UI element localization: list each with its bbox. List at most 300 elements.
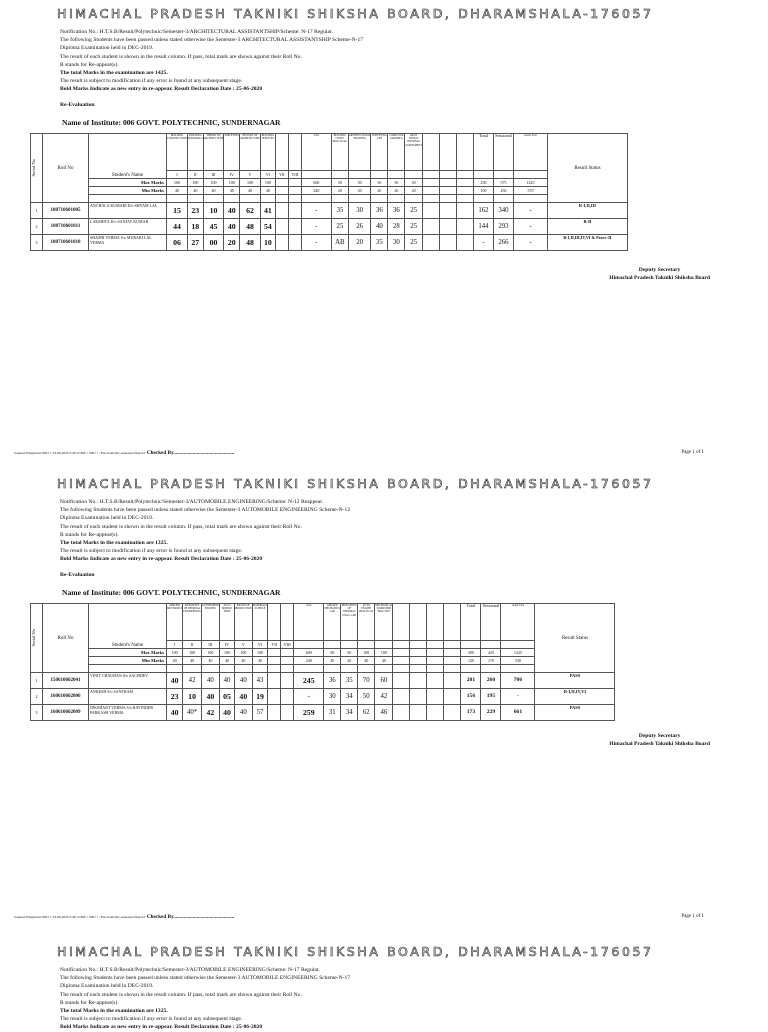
blank-cell [268, 673, 281, 689]
prac-cell: 30 [348, 203, 371, 219]
notification-notes [60, 28, 620, 94]
blank-cell [268, 649, 281, 657]
result-table [30, 133, 628, 251]
note-line: Bold Marks Indicate as new entry in re-appear. Result Declaration Date : 25-06-2020 [60, 86, 263, 93]
blank-cell [358, 665, 375, 673]
blank-cell [294, 641, 324, 649]
note-line: Notification No.: H.T.S.B/Result/Polytechnic/Semester-3/AUTOMOBILE ENGINEERING/Scheme: N-17 Regular. [60, 967, 320, 973]
blank-cell [288, 187, 301, 195]
prac-cell: 46 [375, 705, 393, 721]
note-line: R stands for Re-appear(s). [60, 61, 119, 68]
roll-cell: 160610602006 [43, 689, 89, 705]
blank-cell [461, 665, 481, 673]
prac-cell: 25 [405, 235, 423, 251]
mark-cell: 43 [252, 673, 268, 689]
blank-cell [324, 641, 341, 649]
blank-cell [375, 641, 393, 649]
total-cell: 162 [473, 203, 493, 219]
max-mark: 1425 [513, 179, 547, 187]
result-status-cell: R-I,II,III [547, 203, 627, 219]
note-line: Diploma Examination held in DEC-2019. [60, 515, 154, 522]
subject-header: THEORY OF ARCHITECTURE [203, 134, 224, 171]
mark-cell: 23 [167, 689, 183, 705]
table-row [31, 673, 615, 689]
min-mark: 100 [473, 187, 493, 195]
signature-block [609, 266, 710, 282]
note-line: Notification No.: H.T.S.B/Result/Polytechnic/Semester-3/ARCHITECTURAL ASSISTANTSHIP/Scheme: N-17 Regular. [60, 29, 333, 35]
subject-header: AUTO MOBILE SHOP [219, 604, 234, 641]
practical-header: SURVEYING LAB [371, 134, 388, 171]
blank-cell [348, 195, 371, 203]
blank-cell [439, 219, 456, 235]
roman-numeral: I [167, 171, 188, 179]
blank-cell [410, 673, 427, 689]
board-signature: Himachal Pradesh Takniki Shiksha Board [609, 741, 710, 747]
roman-numeral: VI [252, 641, 268, 649]
mark-cell: 00 [203, 235, 224, 251]
prac-cell: 36 [371, 203, 388, 219]
note-line: The total Marks in the examination are 1325. [60, 1008, 168, 1015]
roman-numeral: I [167, 641, 183, 649]
total-header: Total [473, 134, 493, 171]
grand-total-cell: - [513, 203, 547, 219]
blank-cell [268, 705, 281, 721]
blank-cell [288, 235, 301, 251]
min-mark: 40 [240, 187, 261, 195]
note-line: The total Marks in the examination are 1425. [60, 70, 168, 77]
roll-cell: 180710601018 [43, 235, 89, 251]
mark-cell: 40 [201, 673, 219, 689]
min-mark: 40 [260, 187, 275, 195]
mark-cell: 48 [240, 219, 261, 235]
theory-total-cell: - [301, 235, 331, 251]
min-mark: 40 [219, 657, 234, 665]
blank-cell [281, 673, 294, 689]
practical-header: BUILDING CONST. PRACTICAL [331, 134, 348, 171]
result-sheet-automobile-n12 [0, 470, 768, 940]
result-status-header: Result Status [535, 604, 615, 673]
blank-cell [439, 187, 456, 195]
blank-cell [405, 195, 423, 203]
page-number: Page 1 of 1 [681, 450, 704, 455]
blank-cell [301, 195, 331, 203]
blank-cell [427, 689, 444, 705]
theory-total-cell: 245 [294, 673, 324, 689]
deputy-secretary: Deputy Secretary [638, 267, 681, 273]
max-mark: 100 [167, 649, 183, 657]
name-cell: ANCHALA KUMARI D/o SHYAM LAL [89, 203, 167, 219]
blank-cell [275, 219, 288, 235]
blank-cell [410, 665, 427, 673]
theory-total-cell: - [301, 203, 331, 219]
blank-cell [268, 657, 281, 665]
mark-cell: 40 [234, 673, 252, 689]
mark-cell: 41 [260, 203, 275, 219]
footer-generated: Gajanan Enterprises 0001 > 24-06-2020 2:45:52 PM > 0001 > "Electronically Generated Report" [14, 451, 147, 455]
result-sheet-architectural [0, 0, 768, 470]
blank-cell [439, 203, 456, 219]
note-line: R stands for Re-appear(s). [60, 531, 119, 538]
roman-numeral: VIII [288, 171, 301, 179]
blank-cell [275, 203, 288, 219]
sessional-cell: 340 [493, 203, 513, 219]
blank-cell [422, 235, 439, 251]
note-line: Notification No.: H.T.S.B/Result/Polytechnic/Semester-3/AUTOMOBILE ENGINEERING/Scheme: N-12 Reappear. [60, 499, 324, 505]
subject-header: APPLIED MECHANICS [167, 604, 183, 641]
subject-header-empty [281, 604, 294, 641]
prac-cell: 26 [348, 219, 371, 235]
roman-numeral: VI [260, 171, 275, 179]
blank-cell [444, 657, 461, 665]
blank-cell [444, 665, 461, 673]
max-mark: 50 [324, 649, 341, 657]
blank-cell [439, 195, 456, 203]
practical-header: ARCH. DESIGN INTERNAL ASSESSMENT [405, 134, 423, 171]
blank-cell [393, 705, 410, 721]
mark-cell: 44 [167, 219, 188, 235]
total-cell: - [473, 235, 493, 251]
max-mark: 600 [294, 649, 324, 657]
blank-cell [410, 689, 427, 705]
mark-cell: 20 [224, 235, 240, 251]
blank-cell [288, 203, 301, 219]
note-line: R stands for Re-appear(s). [60, 999, 119, 1006]
note-line: The total Marks in the examination are 1325. [60, 540, 168, 547]
note-line: The result of each student is shown in the result column. If pass, total mark are shown against their Roll No. [60, 53, 302, 60]
total-cell: 201 [461, 673, 481, 689]
blank-cell [456, 171, 473, 179]
serial-no-header: Serial No [31, 134, 43, 203]
sessional-cell: 229 [481, 705, 501, 721]
blank-cell [481, 665, 501, 673]
subject-header-empty [288, 134, 301, 171]
blank-cell [501, 641, 535, 649]
serial-cell: 1 [31, 203, 43, 219]
blank-cell [422, 179, 439, 187]
note-line: Diploma Examination held in DEC-2019. [60, 45, 154, 52]
subject-header: SURVEYING [224, 134, 240, 171]
min-mark: 240 [294, 657, 324, 665]
max-mark: 250 [473, 179, 493, 187]
checked-by: Checked By............................................... [146, 914, 235, 920]
min-mark: 20 [388, 187, 405, 195]
practical-header-empty [422, 134, 439, 171]
max-mark: 100 [188, 179, 204, 187]
blank-cell [444, 673, 461, 689]
result-status-header: Result Status [547, 134, 627, 203]
subject-header-empty [275, 134, 288, 171]
note-line: Bold Marks Indicate as new entry in re-appear. Result Declaration Date : 25-06-2020 [60, 1024, 263, 1031]
prac-cell: 25 [331, 219, 348, 235]
theory-total-cell: 259 [294, 705, 324, 721]
practical-header-empty [393, 604, 410, 641]
institute-name: Name of Institute: 006 GOVT. POLYTECHNIC, SUNDERNAGAR [62, 588, 281, 597]
result-sheet-automobile-n17 [0, 938, 768, 1031]
max-mark: 100 [358, 649, 375, 657]
blank-cell [410, 649, 427, 657]
blank-cell [324, 665, 341, 673]
max-mark: 600 [301, 179, 331, 187]
note-line: Bold Marks Indicate as new entry in re-appear. Result Declaration Date : 25-06-2020 [60, 556, 263, 563]
blank-cell [275, 179, 288, 187]
min-mark: 230 [493, 187, 513, 195]
max-mark: 100 [240, 179, 261, 187]
practical-header: PRINCIPLES OF THERMAL ENGG. LAB [341, 604, 358, 641]
deputy-secretary: Deputy Secretary [638, 733, 681, 739]
mark-cell: 48 [240, 235, 261, 251]
sessional-header: Sessional [481, 604, 501, 641]
min-mark: 530 [501, 657, 535, 665]
max-mark: 50 [388, 179, 405, 187]
roll-cell: 160610602009 [43, 705, 89, 721]
serial-cell: 1 [31, 673, 43, 689]
blank-cell [422, 219, 439, 235]
notification-notes [60, 498, 620, 564]
min-mark: 20 [324, 657, 341, 665]
blank-cell [410, 657, 427, 665]
subject-header: PRINCIPLES OF THERMAL ENGINEERING [183, 604, 202, 641]
min-mark: 40 [167, 657, 183, 665]
mark-cell: 40 [219, 673, 234, 689]
subject-header: BASICS OF PRODUCTION [234, 604, 252, 641]
roman-numeral: VII [275, 171, 288, 179]
prac-cell: 35 [341, 673, 358, 689]
blank-cell [427, 705, 444, 721]
prac-cell: 30 [324, 689, 341, 705]
max-mark: 100 [167, 179, 188, 187]
max-mark: 50 [341, 649, 358, 657]
board-title: HIMACHAL PRADESH TAKNIKI SHIKSHA BOARD, DHARAMSHALA-176057 [57, 6, 654, 21]
min-mark: 240 [301, 187, 331, 195]
blank-cell [456, 187, 473, 195]
blank-cell [444, 641, 461, 649]
blank-cell [268, 665, 281, 673]
blank-cell [281, 657, 294, 665]
notification-notes [60, 966, 620, 1032]
max-mark: 100 [252, 649, 268, 657]
blank-cell [275, 187, 288, 195]
min-mark: 40 [234, 657, 252, 665]
blank-cell [183, 665, 202, 673]
blank-cell [456, 179, 473, 187]
blank-cell [493, 195, 513, 203]
practical-header: ARCHITECTURAL DRAWING [348, 134, 371, 171]
total-header: Total [461, 604, 481, 641]
blank-cell [427, 641, 444, 649]
roman-numeral: II [188, 171, 204, 179]
roll-no-header: Roll No [43, 134, 89, 203]
blank-cell [456, 195, 473, 203]
serial-no-header: Serial No [31, 604, 43, 673]
mark-cell: 42 [183, 673, 202, 689]
grand-total-cell: - [513, 219, 547, 235]
blank-cell [240, 195, 261, 203]
blank-cell [219, 665, 234, 673]
mark-cell: 40 [167, 673, 183, 689]
prac-cell: 34 [341, 705, 358, 721]
result-status-cell: PASS [535, 673, 615, 689]
page-number: Page 1 of 1 [681, 914, 704, 919]
blank-cell [341, 665, 358, 673]
blank-cell [422, 187, 439, 195]
blank-cell [427, 649, 444, 657]
max-mark: 100 [260, 179, 275, 187]
practical-header-empty [439, 134, 456, 171]
note-line: The following Students have been passed unless stated otherwise the Semester-3 AUTOMOBILE ENGINEERING Scheme-N-12 [60, 507, 351, 514]
blank-cell [473, 171, 493, 179]
footer [14, 914, 234, 920]
sessional-cell: 293 [493, 219, 513, 235]
mark-cell: 40 [201, 689, 219, 705]
subject-header-empty [268, 604, 281, 641]
roll-cell: 180710601005 [43, 203, 89, 219]
note-line: The result is subject to modification if any error is found at any subsequent stage. [60, 1016, 243, 1023]
blank-cell [493, 171, 513, 179]
mark-cell: 40* [183, 705, 202, 721]
blank-cell [439, 179, 456, 187]
blank-cell [481, 641, 501, 649]
mark-cell: 23 [188, 203, 204, 219]
max-mark: 100 [183, 649, 202, 657]
mark-cell: 40 [234, 689, 252, 705]
blank-cell [341, 641, 358, 649]
min-mark: 20 [331, 187, 348, 195]
blank-cell [375, 665, 393, 673]
blank-cell [275, 235, 288, 251]
result-status-cell: R-I,II,IV,VI [535, 689, 615, 705]
blank-cell [281, 665, 294, 673]
mark-cell: 42 [201, 705, 219, 721]
blank-cell [427, 657, 444, 665]
blank-cell [234, 665, 252, 673]
checked-by: Checked By............................................... [146, 450, 235, 456]
prac-cell: 60 [375, 673, 393, 689]
roman-numeral: IV [219, 641, 234, 649]
table-row [31, 203, 628, 219]
theory-total-header: Total [294, 604, 324, 641]
theory-total-cell: - [301, 219, 331, 235]
mark-cell: 10 [183, 689, 202, 705]
prac-cell: 35 [331, 203, 348, 219]
prac-cell: 34 [341, 689, 358, 705]
max-mark: 575 [493, 179, 513, 187]
blank-cell [456, 203, 473, 219]
mark-cell: 18 [188, 219, 204, 235]
blank-cell [388, 171, 405, 179]
blank-cell [444, 649, 461, 657]
roman-numeral: VII [268, 641, 281, 649]
prac-cell: 20 [348, 235, 371, 251]
roman-numeral: V [240, 171, 261, 179]
table-row [31, 235, 628, 251]
blank-cell [268, 689, 281, 705]
mark-cell: 40 [167, 705, 183, 721]
blank-cell [427, 665, 444, 673]
blank-cell [456, 219, 473, 235]
mark-cell: 27 [188, 235, 204, 251]
practical-header-empty [456, 134, 473, 171]
blank-cell [260, 195, 275, 203]
mark-cell: 45 [203, 219, 224, 235]
practical-header: COMPUTER GRAPHICS [388, 134, 405, 171]
grand-total-header: Grand Total [501, 604, 535, 641]
blank-cell [358, 641, 375, 649]
blank-cell [427, 673, 444, 689]
name-cell: SHASHI VERMA S/o MURARI LAL VERMA [89, 235, 167, 251]
name-cell: DIKSHANT VERMA S/o RAVINDER PARKASH VERMA [89, 705, 167, 721]
prac-cell: 28 [388, 219, 405, 235]
blank-cell [288, 195, 301, 203]
max-mark: 50 [405, 179, 423, 187]
signature-block [609, 732, 710, 748]
blank-cell [348, 171, 371, 179]
theory-total-header: Total [301, 134, 331, 171]
note-line: Diploma Examination held in DEC-2019. [60, 983, 154, 990]
blank-cell [501, 665, 535, 673]
practical-header: APPLIED MECHANICS LAB [324, 604, 341, 641]
total-cell: 144 [473, 219, 493, 235]
prac-cell: 40 [371, 219, 388, 235]
max-mark: 100 [224, 179, 240, 187]
footer [14, 450, 234, 456]
blank-cell [393, 673, 410, 689]
roll-no-header: Roll No [43, 604, 89, 673]
result-status-cell: PASS [535, 705, 615, 721]
blank-cell [281, 649, 294, 657]
prac-cell: 35 [371, 235, 388, 251]
blank-cell [388, 195, 405, 203]
note-line: The result is subject to modification if any error is found at any subsequent stage. [60, 78, 243, 85]
blank-cell [371, 195, 388, 203]
max-mark: 100 [234, 649, 252, 657]
serial-cell: 3 [31, 235, 43, 251]
blank-cell [513, 195, 547, 203]
blank-cell [201, 665, 219, 673]
max-marks-label: Max Marks [89, 649, 167, 657]
min-mark: 40 [167, 187, 188, 195]
blank-cell [89, 665, 167, 673]
prac-cell: 50 [358, 689, 375, 705]
mark-cell: 40 [224, 203, 240, 219]
blank-cell [89, 195, 167, 203]
min-mark: 170 [481, 657, 501, 665]
grand-total-cell: - [501, 689, 535, 705]
max-mark: 100 [375, 649, 393, 657]
blank-cell [301, 171, 331, 179]
institute-name: Name of Institute: 006 GOVT. POLYTECHNIC, SUNDERNAGAR [62, 118, 281, 127]
blank-cell [513, 171, 547, 179]
footer-generated: Gajanan Enterprises 0001 > 24-06-2020 2:46:13 PM > 0001 > "Electronically Generated Report" [14, 915, 147, 919]
roman-numeral: III [203, 171, 224, 179]
subject-header: MATERIALS SCIENCE [252, 604, 268, 641]
subject-header: AUTOMOBILE ENGINES [201, 604, 219, 641]
serial-cell: 2 [31, 689, 43, 705]
student-name-header: Student's Name [89, 604, 167, 649]
mark-cell: 19 [252, 689, 268, 705]
blank-cell [167, 195, 188, 203]
max-mark: 50 [371, 179, 388, 187]
practical-header: AUTO ENGINE PRACTICAL [358, 604, 375, 641]
theory-total-cell: - [294, 689, 324, 705]
re-evaluation-label: Re-Evaluation [60, 572, 95, 578]
blank-cell [473, 195, 493, 203]
min-mark: 40 [252, 657, 268, 665]
prac-cell: 70 [358, 673, 375, 689]
table-row [31, 219, 628, 235]
roll-cell: 180710601011 [43, 219, 89, 235]
mark-cell: 62 [240, 203, 261, 219]
prac-cell: 25 [405, 219, 423, 235]
